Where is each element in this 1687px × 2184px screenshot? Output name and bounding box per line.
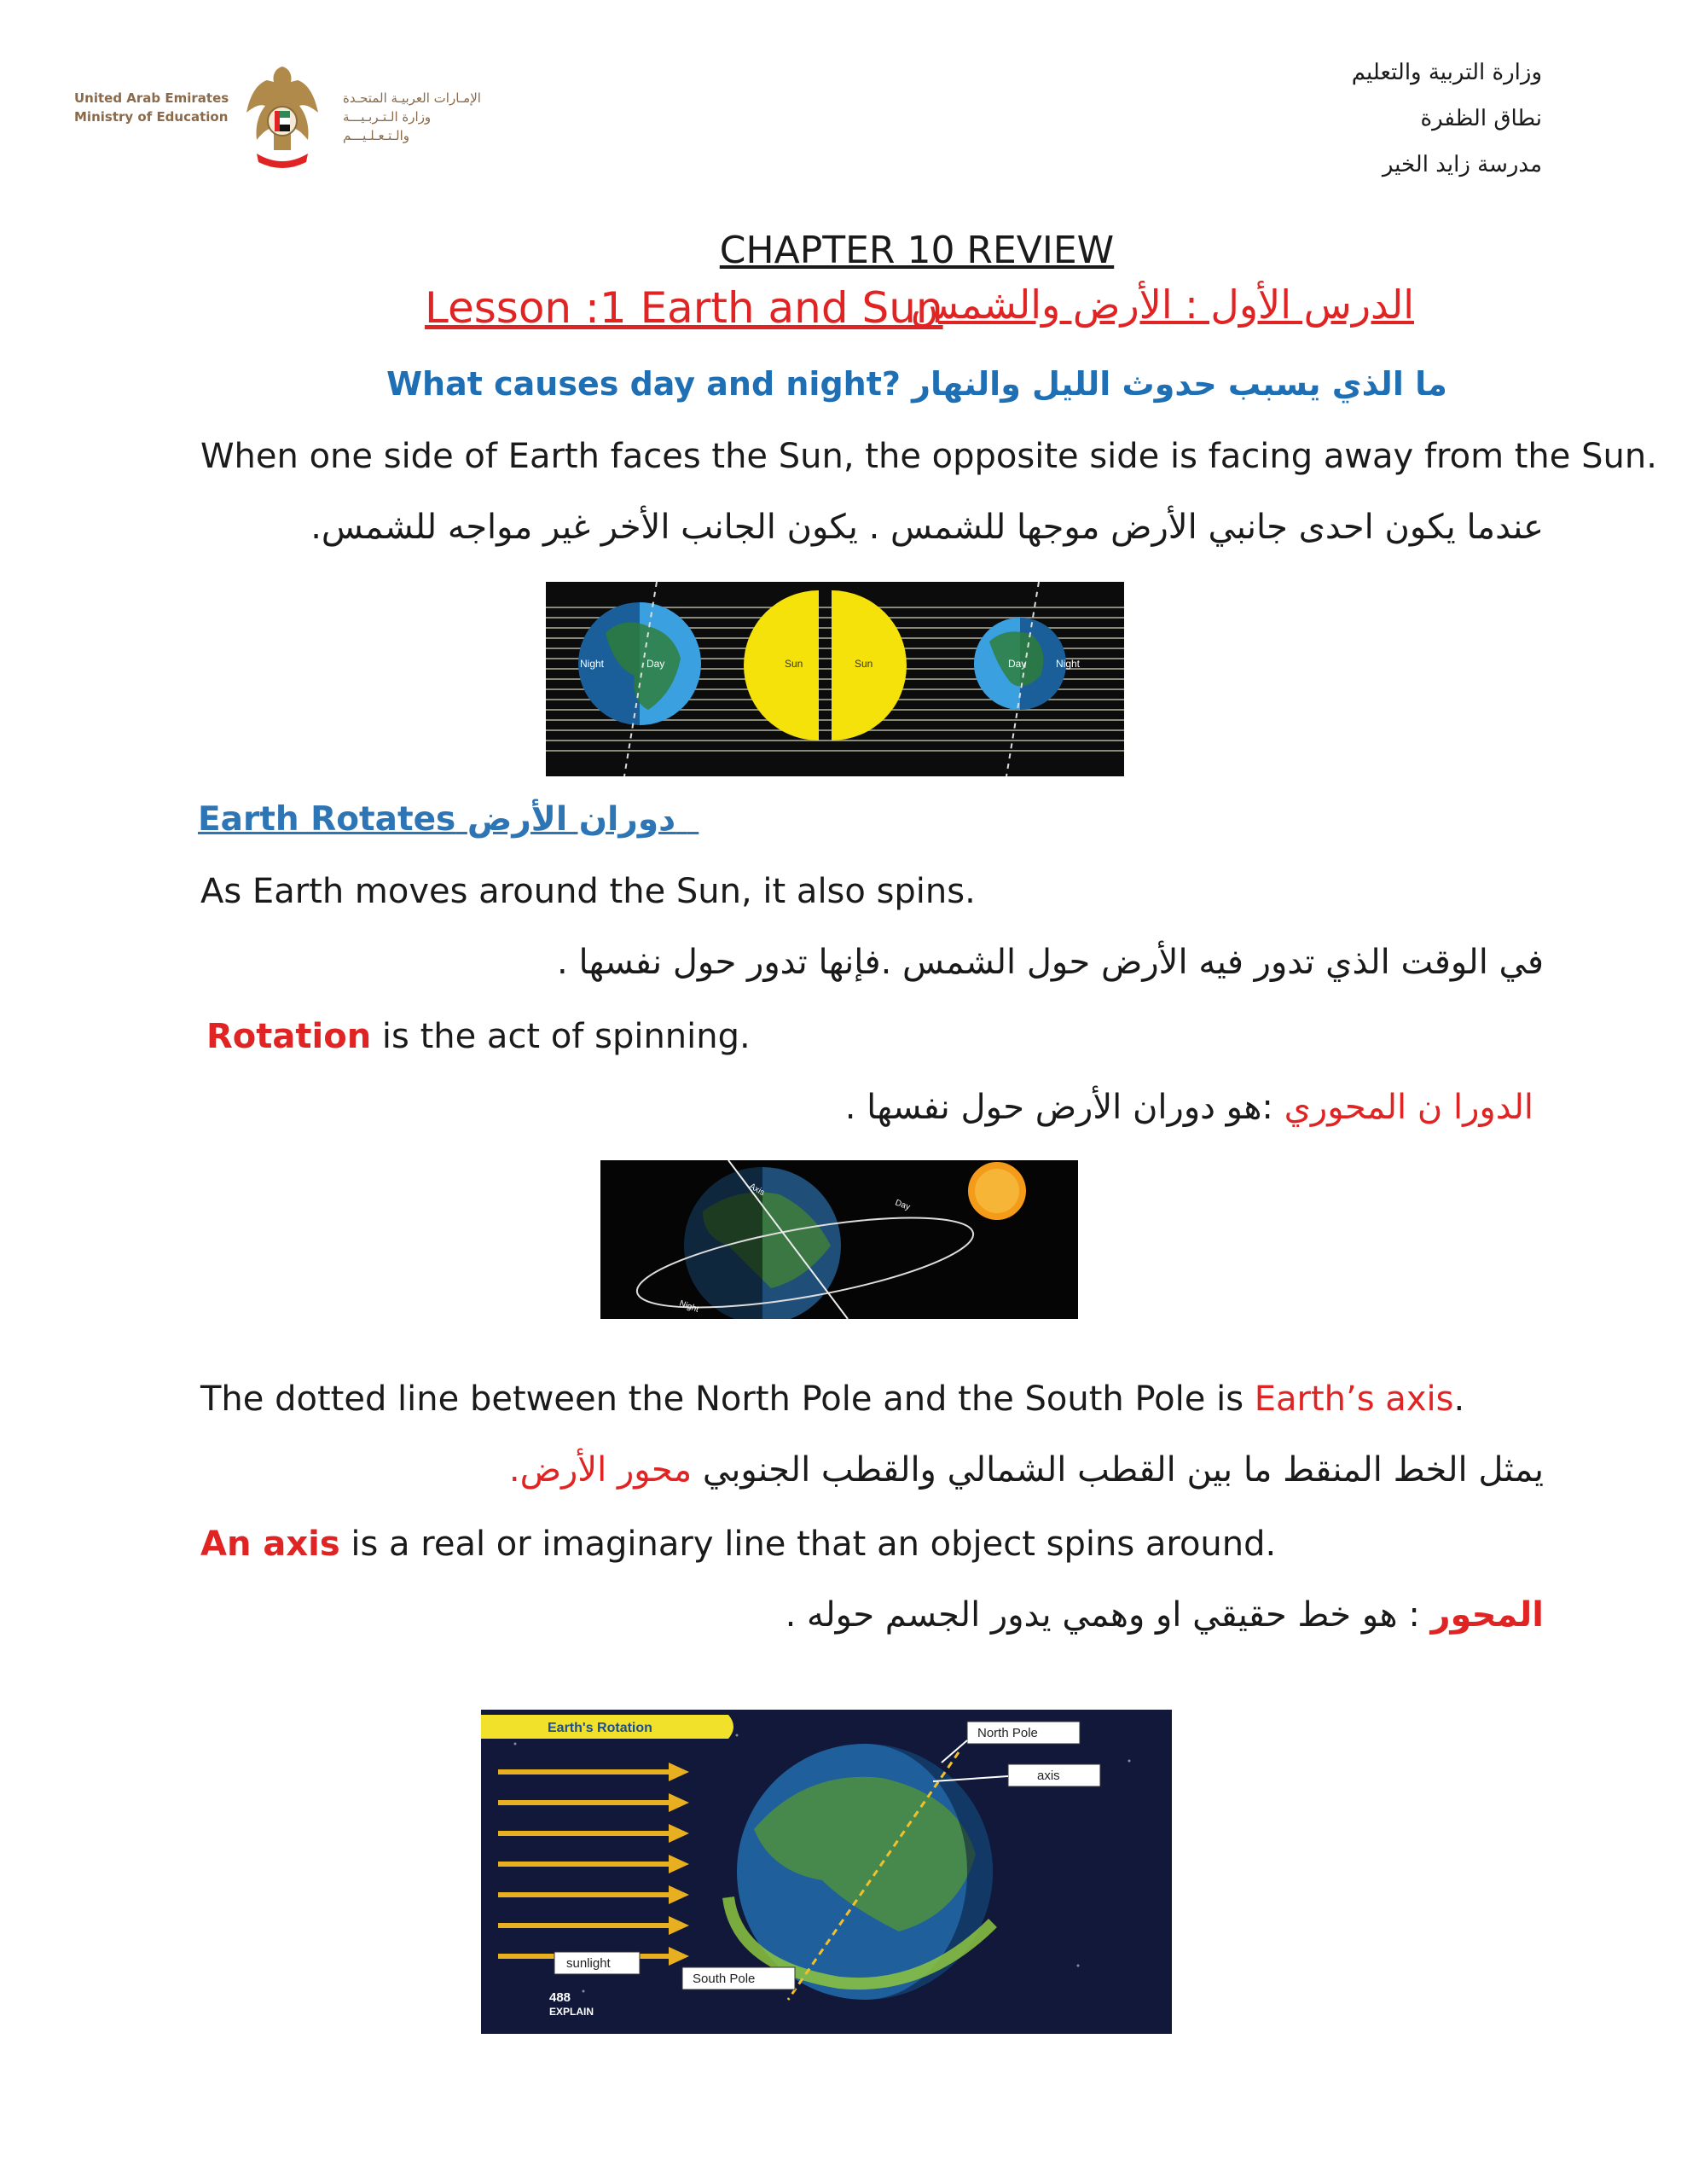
explain-label: EXPLAIN [549,2006,594,2018]
day-label: Day [893,1198,912,1212]
left-day-label: Day [646,658,665,670]
logo-ar-line2: وزارة الـتـربـيـــة والـتـعـلـيـــم [343,109,432,143]
night-label: Night [677,1298,700,1315]
rotation-def: is the act of spinning. [371,1017,751,1056]
logo-arabic-text [343,89,496,145]
axis-def-term-ar: المحور [1430,1595,1544,1635]
question-ar: ما الذي يسبب حدوث الليل والنهار [912,365,1447,403]
paragraph-2-ar: في الوقت الذي تدور فيه الأرض حول الشمس .فإنها تدور حول نفسها . [557,943,1544,982]
north-pole-label: North Pole [977,1726,1038,1740]
axis-def-term: An axis [200,1525,340,1564]
rotation-definition [206,1017,751,1056]
school-line-name: مدرسة زايد الخير [1382,152,1542,177]
paragraph-1-ar: عندما يكون احدى جانبي الأرض موجها للشمس . يكون الجانب الأخر غير مواجه للشمس. [310,508,1544,547]
rotation-definition-ar [845,1088,1533,1127]
banner-title: Earth's Rotation [548,1721,652,1735]
sunlight-label: sunlight [566,1956,611,1971]
axis-def-text: is a real or imaginary line that an object spins around. [339,1525,1277,1564]
logo-english-text [74,89,229,126]
page-number: 488 [549,1990,571,2005]
rotation-def-ar: :هو دوران الأرض حول نفسها . [844,1088,1273,1127]
axis-sentence-ar [509,1450,1544,1490]
axis-definition-ar [786,1595,1544,1635]
south-pole-label: South Pole [693,1972,756,1986]
left-night-label: Night [580,658,605,670]
axis-label: axis [1037,1769,1060,1783]
sun-label-right: Sun [855,658,873,670]
axis-term-en: Earth’s axis [1254,1380,1454,1419]
page-title: CHAPTER 10 REVIEW [719,229,1115,272]
axis-label: Axis [747,1182,767,1199]
school-info [1352,49,1542,188]
lesson-title-ar: الدرس الأول : الأرض والشمس [910,282,1414,328]
section-heading-ar: دوران الأرض [467,800,676,839]
axis-sentence-en: The dotted line between the North Pole and the South Pole is Earth’s axis. [200,1380,1465,1419]
axis-def-ar-text: : هو خط حقيقي او وهمي يدور الجسم حوله . [785,1595,1431,1635]
logo-en-line2: Ministry of Education [74,109,229,125]
right-night-label: Night [1056,658,1081,670]
section-heading [198,800,699,839]
question-en: What causes day and night? [386,365,901,403]
earth-rotation-figure [600,1160,1078,1319]
school-line-ministry: وزارة التربية والتعليم [1351,60,1542,85]
logo-ar-line1: الإمـارات العربيـة المتحـدة [343,90,481,106]
rotation-term-ar: الدورا ن المحوري [1284,1088,1533,1127]
earths-rotation-diagram [481,1710,1172,2034]
axis-sentence-en-text: The dotted line between the North Pole and the South Pole is [200,1380,1255,1419]
paragraph-1-en: When one side of Earth faces the Sun, the opposite side is facing away from the Sun. [200,437,1657,476]
lesson-title-en: Lesson :1 Earth and Sun [425,283,943,333]
school-line-region: نطاق الظفرة [1420,106,1542,131]
uae-emblem-icon [241,61,323,172]
axis-definition-en [200,1525,1276,1564]
right-day-label: Day [1008,658,1027,670]
rotation-term: Rotation [206,1017,372,1056]
paragraph-2-en: As Earth moves around the Sun, it also spins. [200,872,976,911]
section-heading-en: Earth Rotates [198,800,456,839]
day-night-figure [546,582,1124,776]
axis-term-ar: محور الأرض. [508,1450,693,1490]
logo-en-line1: United Arab Emirates [74,90,229,106]
sun-label-left: Sun [785,658,803,670]
axis-sentence-ar-text: يمثل الخط المنقط ما بين القطب الشمالي والقطب الجنوبي [692,1450,1544,1490]
question-heading [0,365,1687,403]
